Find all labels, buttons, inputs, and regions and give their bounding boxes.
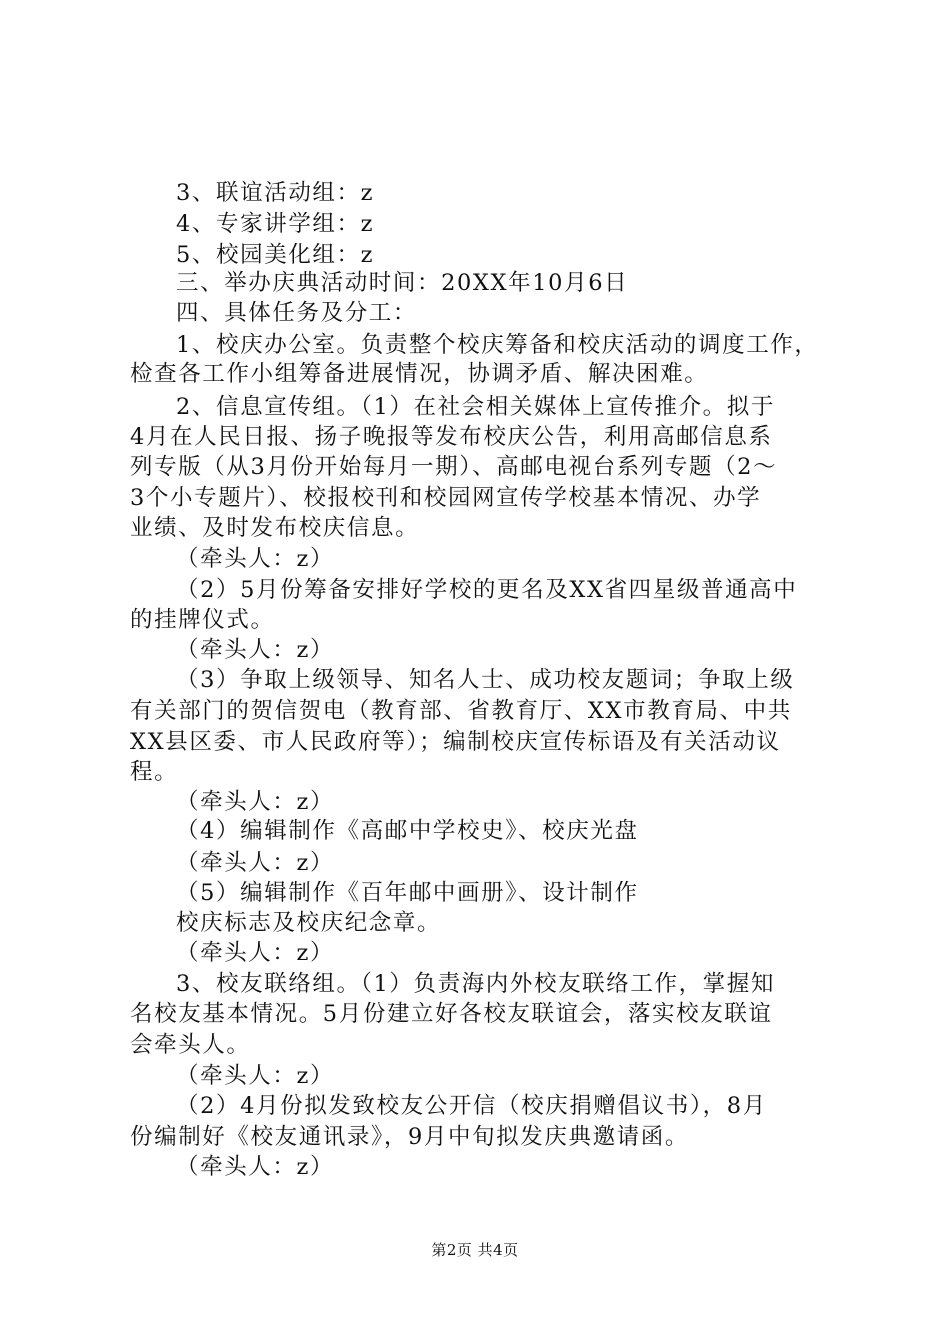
text-line: 业绩、及时发布校庆信息。: [130, 515, 420, 541]
text-line: 4、专家讲学组：z: [176, 211, 375, 237]
text-line: 3、校友联络组。（1）负责海内外校友联络工作，掌握知: [176, 971, 775, 997]
text-line: XX县区委、市人民政府等）；编制校庆宣传标语及有关活动议: [130, 729, 781, 755]
text-line: 程。: [130, 759, 179, 785]
text-line: 2、信息宣传组。（1）在社会相关媒体上宣传推介。拟于: [176, 394, 775, 420]
text-line: 3、联谊活动组：z: [176, 180, 375, 206]
text-line: （牵头人：z）: [176, 637, 335, 663]
text-line: 校庆标志及校庆纪念章。: [176, 910, 442, 936]
text-line: （牵头人：z）: [176, 1154, 335, 1180]
text-line: （牵头人：z）: [176, 546, 335, 572]
text-line: （牵头人：z）: [176, 1063, 335, 1089]
text-line: 的挂牌仪式。: [130, 607, 275, 633]
text-line: （牵头人：z）: [176, 940, 335, 966]
text-line: 5、校园美化组：z: [176, 242, 375, 268]
text-line: （5）编辑制作《百年邮中画册》、设计制作: [176, 880, 639, 906]
text-line: 名校友基本情况。5月份建立好各校友联谊会，落实校友联谊: [130, 1001, 773, 1027]
text-line: 3个小专题片）、校报校刊和校园网宣传学校基本情况、办学: [130, 485, 762, 511]
text-line: 1、校庆办公室。负责整个校庆筹备和校庆活动的调度工作，: [176, 332, 819, 358]
text-line: （4）编辑制作《高邮中学校史》、校庆光盘: [176, 818, 639, 844]
text-line: 份编制好《校友通讯录》，9月中旬拟发庆典邀请函。: [130, 1124, 689, 1150]
text-line: （牵头人：z）: [176, 850, 335, 876]
text-line: （3）争取上级领导、知名人士、成功校友题词；争取上级: [176, 667, 795, 693]
text-line: （2）5月份筹备安排好学校的更名及XX省四星级普通高中: [176, 577, 798, 603]
text-line: 检查各工作小组筹备进展情况，协调矛盾、解决困难。: [130, 361, 709, 387]
text-line: 4月在人民日报、扬子晚报等发布校庆公告，利用高邮信息系: [130, 424, 773, 450]
text-line: 三、举办庆典活动时间：20XX年10月6日: [176, 270, 629, 296]
text-line: 有关部门的贺信贺电（教育部、省教育厅、XX市教育局、中共: [130, 698, 792, 724]
text-line: 四、具体任务及分工：: [176, 300, 418, 326]
text-line: 列专版（从3月份开始每月一期）、高邮电视台系列专题（2～: [130, 454, 778, 480]
text-line: 会牵头人。: [130, 1032, 251, 1058]
text-line: （2）4月份拟发致校友公开信（校庆捐赠倡议书），8月: [176, 1093, 767, 1119]
text-line: （牵头人：z）: [176, 789, 335, 815]
page-number-footer: 第2页 共4页: [431, 1241, 519, 1259]
